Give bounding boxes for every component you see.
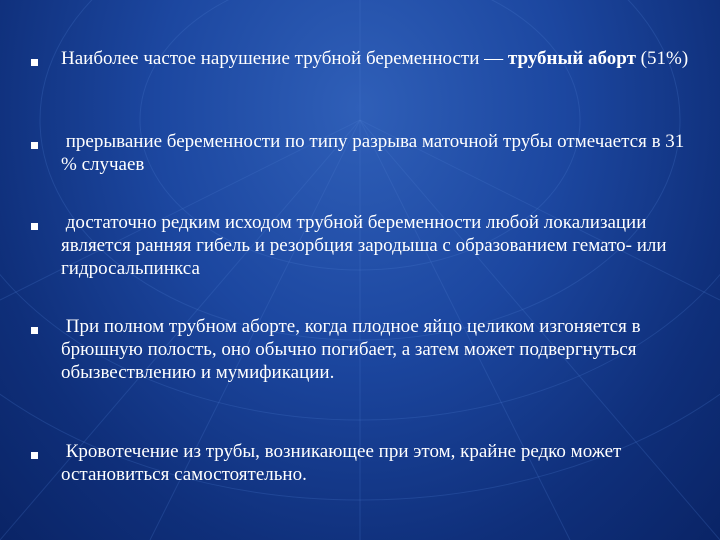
bullet-text-5: Кровотечение из трубы, возникающее при этом, крайне редко может остановиться самостоятельно.: [61, 441, 627, 485]
bullet-text-3: достаточно редким исходом трубной беременности любой локализации является ранняя гибель и резорбция зародыша с образованием гемато- или гидросальпинкса: [61, 212, 672, 279]
square-bullet-icon: [31, 59, 38, 66]
bullet-text-1-bold: трубный аборт: [507, 48, 636, 69]
bullet-text-1-before: Наиболее частое нарушение трубной беременности —: [61, 48, 508, 69]
square-bullet-icon: [31, 223, 38, 230]
square-bullet-icon: [31, 142, 38, 149]
square-bullet-icon: [31, 327, 38, 334]
bullet-text-2: прерывание беременности по типу разрыва маточной трубы отмечается в 31 % случаев: [61, 131, 690, 175]
bullet-text-1-after: (51%): [635, 48, 689, 69]
bullet-text-4: При полном трубном аборте, когда плодное яйцо целиком изгоняется в брюшную полость, оно обычно погибает, а затем может подвергнуться обызвествлению и мумификации.: [61, 316, 646, 383]
square-bullet-icon: [31, 452, 38, 459]
bullet-text-1: [61, 47, 691, 70]
